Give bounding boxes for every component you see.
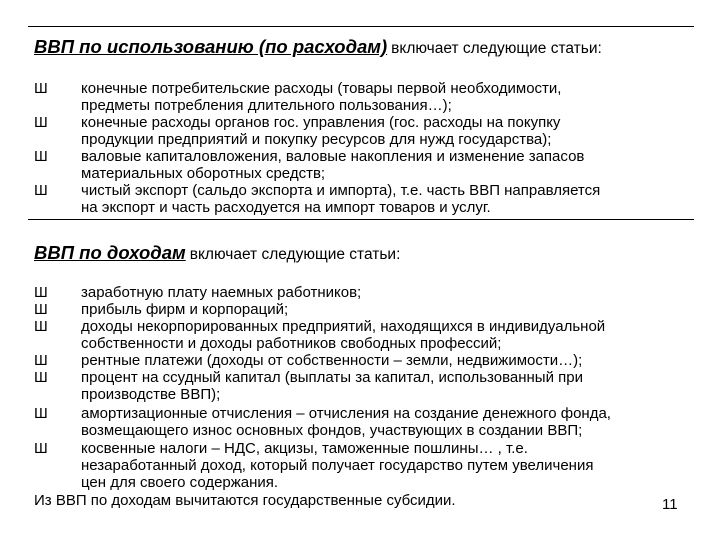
- list-item-text: процент на ссудный капитал (выплаты за капитал, использованный при производстве ВВП);: [81, 369, 583, 403]
- list-item-text: косвенные налоги – НДС, акцизы, таможенные пошлины… , т.е. незаработанный доход, который получает государство путем увеличения цен для своего содержания.: [81, 440, 594, 491]
- section2-heading: [34, 242, 400, 264]
- bullet-marker: Ш: [34, 148, 48, 165]
- section2-heading-rest: включает следующие статьи:: [189, 246, 401, 263]
- top-rule: [28, 26, 694, 27]
- list-item-text: рентные платежи (доходы от собственности – земли, недвижимости…);: [81, 352, 583, 369]
- bullet-marker: Ш: [34, 318, 48, 335]
- bullet-marker: Ш: [34, 352, 48, 369]
- list-item-text: доходы некорпорированных предприятий, находящихся в индивидуальной собственности и доходы работников свободных профессий;: [81, 318, 606, 352]
- bullet-marker: Ш: [34, 369, 48, 386]
- bullet-marker: Ш: [34, 405, 48, 422]
- bullet-marker: Ш: [34, 301, 48, 318]
- list-item-text: конечные потребительские расходы (товары первой необходимости, предметы потребления длительного пользования…);: [81, 80, 562, 114]
- section1-heading-rest: включает следующие статьи:: [391, 40, 602, 57]
- list-item-text: прибыль фирм и корпораций;: [81, 301, 289, 318]
- list-item-text: валовые капиталовложения, валовые накопления и изменение запасов материальных оборотных средств;: [81, 148, 585, 182]
- bullet-marker: Ш: [34, 284, 48, 301]
- section2-heading-title: ВВП по доходам: [34, 242, 186, 263]
- list-item-text: заработную плату наемных работников;: [81, 284, 362, 301]
- bullet-marker: Ш: [34, 114, 48, 131]
- list-item-text: конечные расходы органов гос. управления (гос. расходы на покупку продукции предприятий и покупку ресурсов для нужд государства);: [81, 114, 561, 148]
- bullet-marker: Ш: [34, 80, 48, 97]
- list-item-text: амортизационные отчисления – отчисления на создание денежного фонда, возмещающего износ основных фондов, участвующих в создании ВВП;: [81, 405, 611, 439]
- bullet-marker: Ш: [34, 182, 48, 199]
- middle-rule: [28, 219, 694, 220]
- closing-note: Из ВВП по доходам вычитаются государственные субсидии.: [34, 492, 456, 509]
- bullet-marker: Ш: [34, 440, 48, 457]
- list-item-text: чистый экспорт (сальдо экспорта и импорта), т.е. часть ВВП направляется на экспорт и часть расходуется на импорт товаров и услуг.: [81, 182, 601, 216]
- section1-heading-title: ВВП по использованию (по расходам): [34, 36, 388, 57]
- section1-heading: [34, 36, 602, 58]
- page-number: 11: [662, 496, 678, 513]
